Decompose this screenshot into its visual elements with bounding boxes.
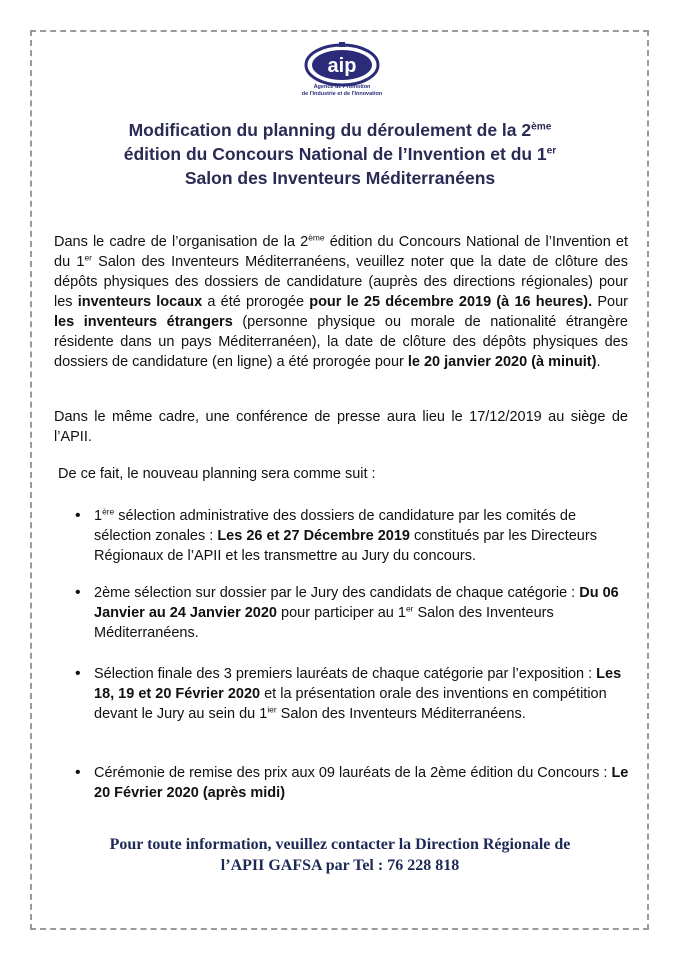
p1-text-1: Dans le cadre de l’organisation de la 2	[54, 234, 309, 250]
title-line1-sup: ème	[531, 121, 552, 133]
list-item	[94, 583, 634, 643]
title-line3: Salon des Inventeurs Méditerranéens	[184, 168, 496, 188]
p1-bold-local-inventors: inventeurs locaux	[77, 294, 203, 310]
title-line2-sup: er	[546, 145, 557, 157]
p1-text-3: Salon des Inventeurs Méditerranéens, veuillez noter que la date de clôture des dépôts physiques des dossiers de candidature (auprès des directions régionales) pour les	[54, 254, 628, 310]
b2-text-3: Salon des Inventeurs Méditerranéens.	[94, 605, 554, 641]
b2-sup: er	[405, 603, 414, 614]
b3-sup: ier	[267, 704, 277, 715]
document-title	[60, 118, 620, 190]
b1-text-2: sélection administrative des dossiers de candidature par les comités de sélection zonales :	[94, 508, 577, 544]
p1-text-6: (personne physique ou morale de nationalité étrangère résidente dans un pays Méditerranéen), la date de clôture des dépôts physiques des dossiers de candidature (en ligne) a été prorogée pour	[54, 314, 628, 370]
p1-text-4: a été prorogée	[202, 294, 310, 310]
paragraph-press-conference: Dans le même cadre, une conférence de presse aura lieu le 17/12/2019 au siège de l’APII.	[54, 409, 628, 445]
list-item	[94, 664, 634, 724]
b2-bold-date: Du 06 Janvier au 24 Janvier 2020	[94, 585, 619, 621]
footer-line2: l’APII GAFSA par Tel : 76 228 818	[220, 857, 460, 874]
list-item	[94, 506, 634, 566]
b4-bold-date: Le 20 Février 2020 (après midi)	[94, 765, 629, 801]
footer-line1: Pour toute information, veuillez contacter la Direction Régionale de	[109, 836, 571, 853]
title-line2	[60, 142, 620, 166]
b3-text-1: Sélection finale des 3 premiers lauréats de chaque catégorie par l’exposition :	[94, 666, 597, 682]
title-line2-text: édition du Concours National de l’Invention et du 1	[123, 144, 547, 164]
title-line1-text: Modification du planning du déroulement de la 2	[128, 120, 532, 140]
b1-sup: ère	[102, 506, 115, 517]
apii-logo-icon	[300, 42, 384, 88]
b1-text-3: constitués par les Directeurs Régionaux de l’APII et les transmettre au Jury du concours.	[94, 528, 597, 564]
p1-sup-1: ème	[308, 232, 325, 243]
paragraph-planning-intro: De ce fait, le nouveau planning sera comme suit :	[58, 466, 376, 482]
paragraph-intro	[54, 232, 628, 372]
b3-text-3: Salon des Inventeurs Méditerranéens.	[276, 706, 526, 722]
p1-bold-foreign-inventors: les inventeurs étrangers	[54, 314, 233, 330]
b1-text-1: 1	[94, 508, 103, 524]
contact-footer	[60, 834, 620, 876]
b3-text-2: et la présentation orale des inventions en compétition devant le Jury au sein du 1	[94, 686, 607, 722]
p1-text-2: édition du Concours National de l’Invention et du 1	[54, 234, 628, 270]
p1-text-5: Pour	[592, 294, 628, 310]
p1-bold-local-deadline: pour le 25 décembre 2019 (à 16 heures).	[309, 294, 593, 310]
b2-text-1: 2ème sélection sur dossier par le Jury des candidats de chaque catégorie :	[94, 585, 580, 601]
b1-bold-date: Les 26 et 27 Décembre 2019	[217, 528, 410, 544]
logo-caption-line1: Agence de Promotion	[313, 84, 371, 90]
b4-text-1: Cérémonie de remise des prix aux 09 lauréats de la 2ème édition du Concours :	[94, 765, 612, 781]
logo-mark: aip	[327, 55, 357, 77]
b2-text-2: pour participer au 1	[277, 605, 406, 621]
logo-caption	[290, 84, 394, 98]
b3-bold-date: Les 18, 19 et 20 Février 2020	[94, 666, 622, 702]
title-line1	[60, 118, 620, 142]
p1-bold-foreign-deadline: le 20 janvier 2020 (à minuit)	[407, 354, 597, 370]
p1-text-7: .	[596, 354, 601, 370]
list-item	[94, 763, 634, 803]
logo-caption-line2: de l'Industrie et de l'Innovation	[301, 91, 383, 97]
apii-logo	[300, 42, 384, 108]
p1-sup-2: er	[84, 252, 92, 263]
